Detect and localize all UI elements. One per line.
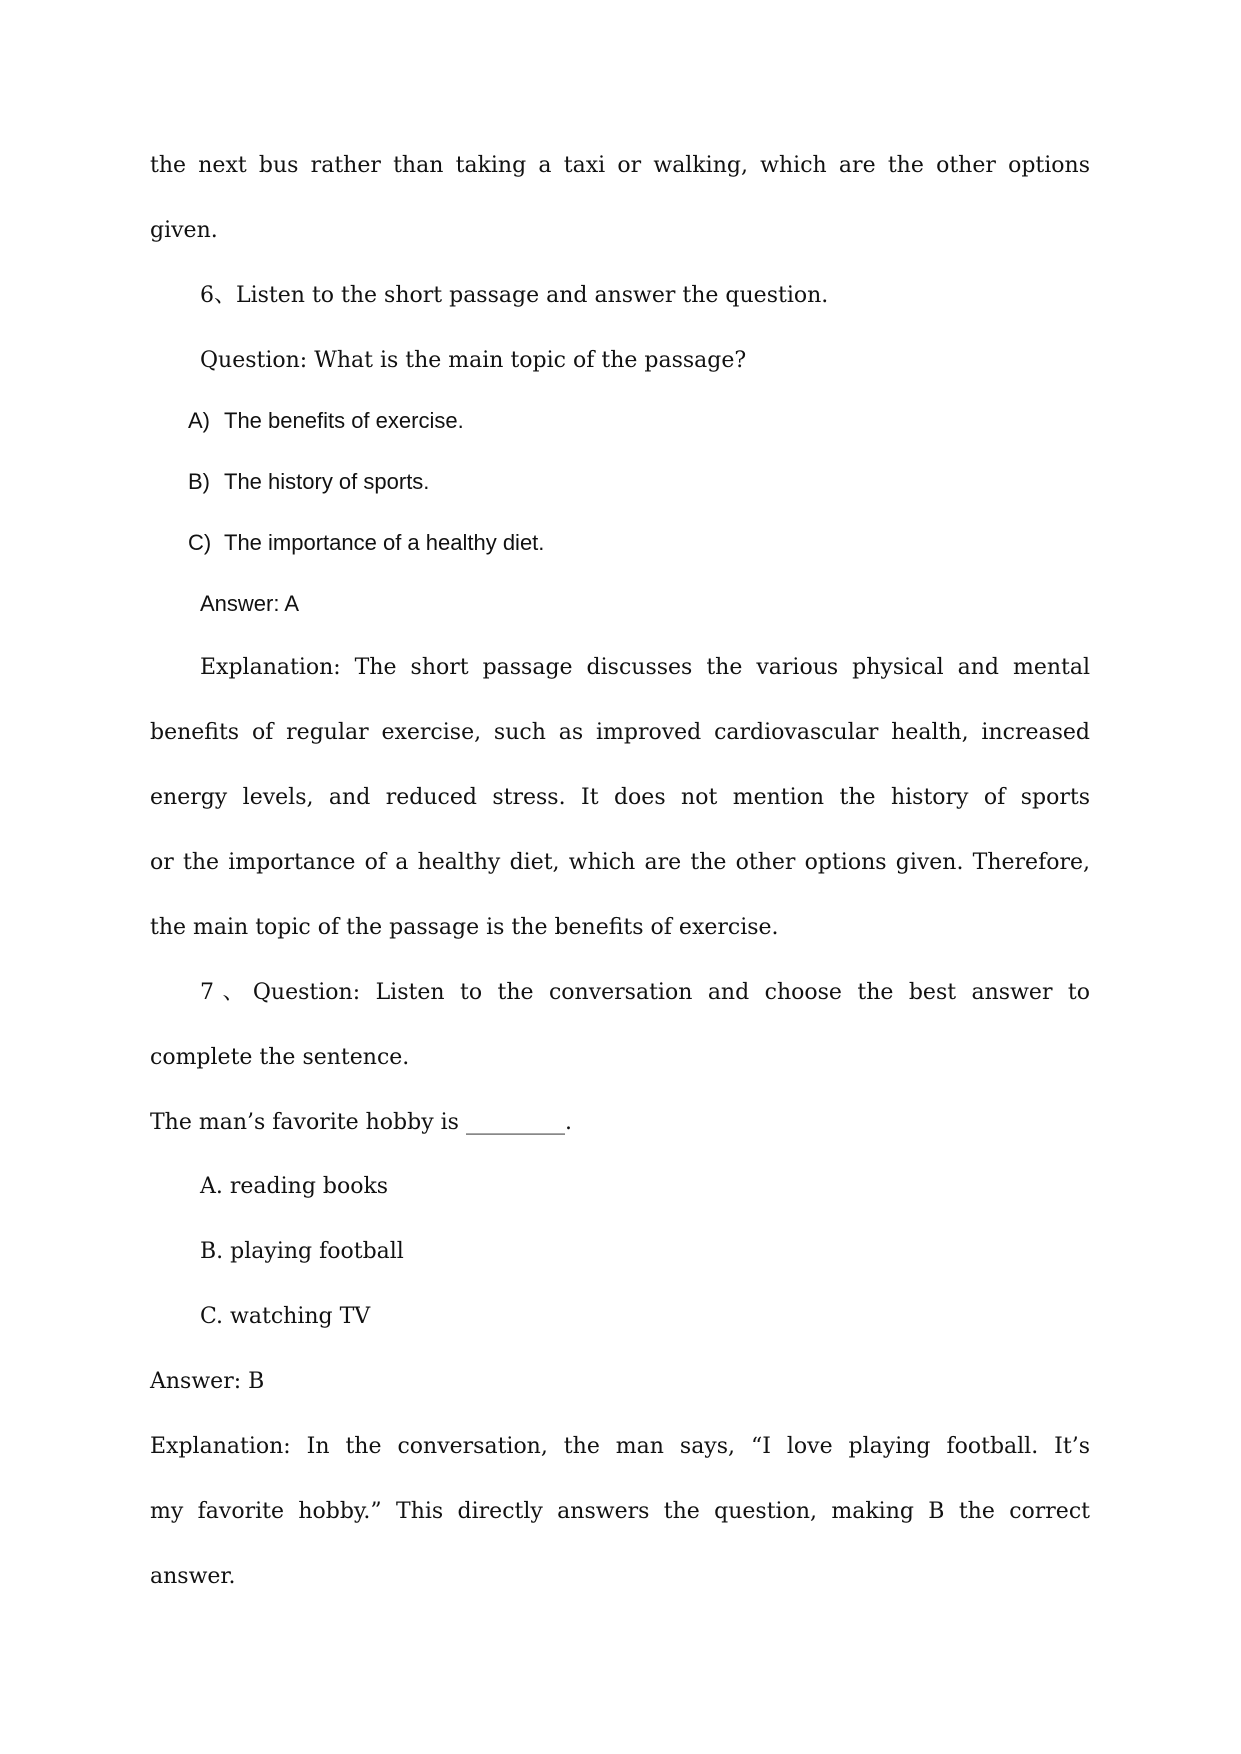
explanation-line: energy levels, and reduced stress. It does not mention the history of sports bbox=[150, 785, 1090, 810]
question-7-answer: Answer: B bbox=[150, 1369, 265, 1394]
question-7-title-cont: complete the sentence. bbox=[150, 1045, 410, 1070]
explanation-line: benefits of regular exercise, such as improved cardiovascular health, increased bbox=[150, 720, 1090, 745]
option-label: A) bbox=[188, 408, 210, 433]
option-label: C) bbox=[188, 530, 212, 555]
option-label: B) bbox=[188, 469, 210, 494]
explanation-line: the main topic of the passage is the benefits of exercise. bbox=[150, 915, 779, 940]
option-text: The importance of a healthy diet. bbox=[224, 530, 545, 555]
explanation-line: my favorite hobby.” This directly answers the question, making B the correct bbox=[150, 1499, 1090, 1524]
question-6-prompt: Question: What is the main topic of the passage? bbox=[200, 348, 747, 373]
explanation-line: or the importance of a healthy diet, which are the other options given. Therefore, bbox=[150, 850, 1090, 875]
option-text: The benefits of exercise. bbox=[224, 408, 464, 433]
question-6-option-b bbox=[188, 467, 429, 497]
question-7-option-b: B. playing football bbox=[200, 1239, 404, 1264]
question-7-title: 7、Question: Listen to the conversation and choose the best answer to bbox=[200, 980, 1090, 1005]
question-6-answer: Answer: A bbox=[200, 591, 300, 616]
explanation-line: Explanation: In the conversation, the man says, “I love playing football. It’s bbox=[150, 1434, 1090, 1459]
paragraph-line: given. bbox=[150, 218, 218, 243]
question-7-sentence: The man’s favorite hobby is _________. bbox=[150, 1110, 572, 1135]
explanation-line: answer. bbox=[150, 1564, 236, 1589]
question-7-option-a: A. reading books bbox=[200, 1174, 389, 1199]
question-7-option-c: C. watching TV bbox=[200, 1304, 371, 1329]
explanation-line: Explanation: The short passage discusses the various physical and mental bbox=[200, 655, 1090, 680]
paragraph-line: the next bus rather than taking a taxi or walking, which are the other options bbox=[150, 153, 1090, 178]
option-text: The history of sports. bbox=[224, 469, 430, 494]
question-6-option-c bbox=[188, 528, 544, 558]
question-6-option-a bbox=[188, 406, 464, 436]
question-6-title: 6、Listen to the short passage and answer the question. bbox=[200, 283, 829, 308]
